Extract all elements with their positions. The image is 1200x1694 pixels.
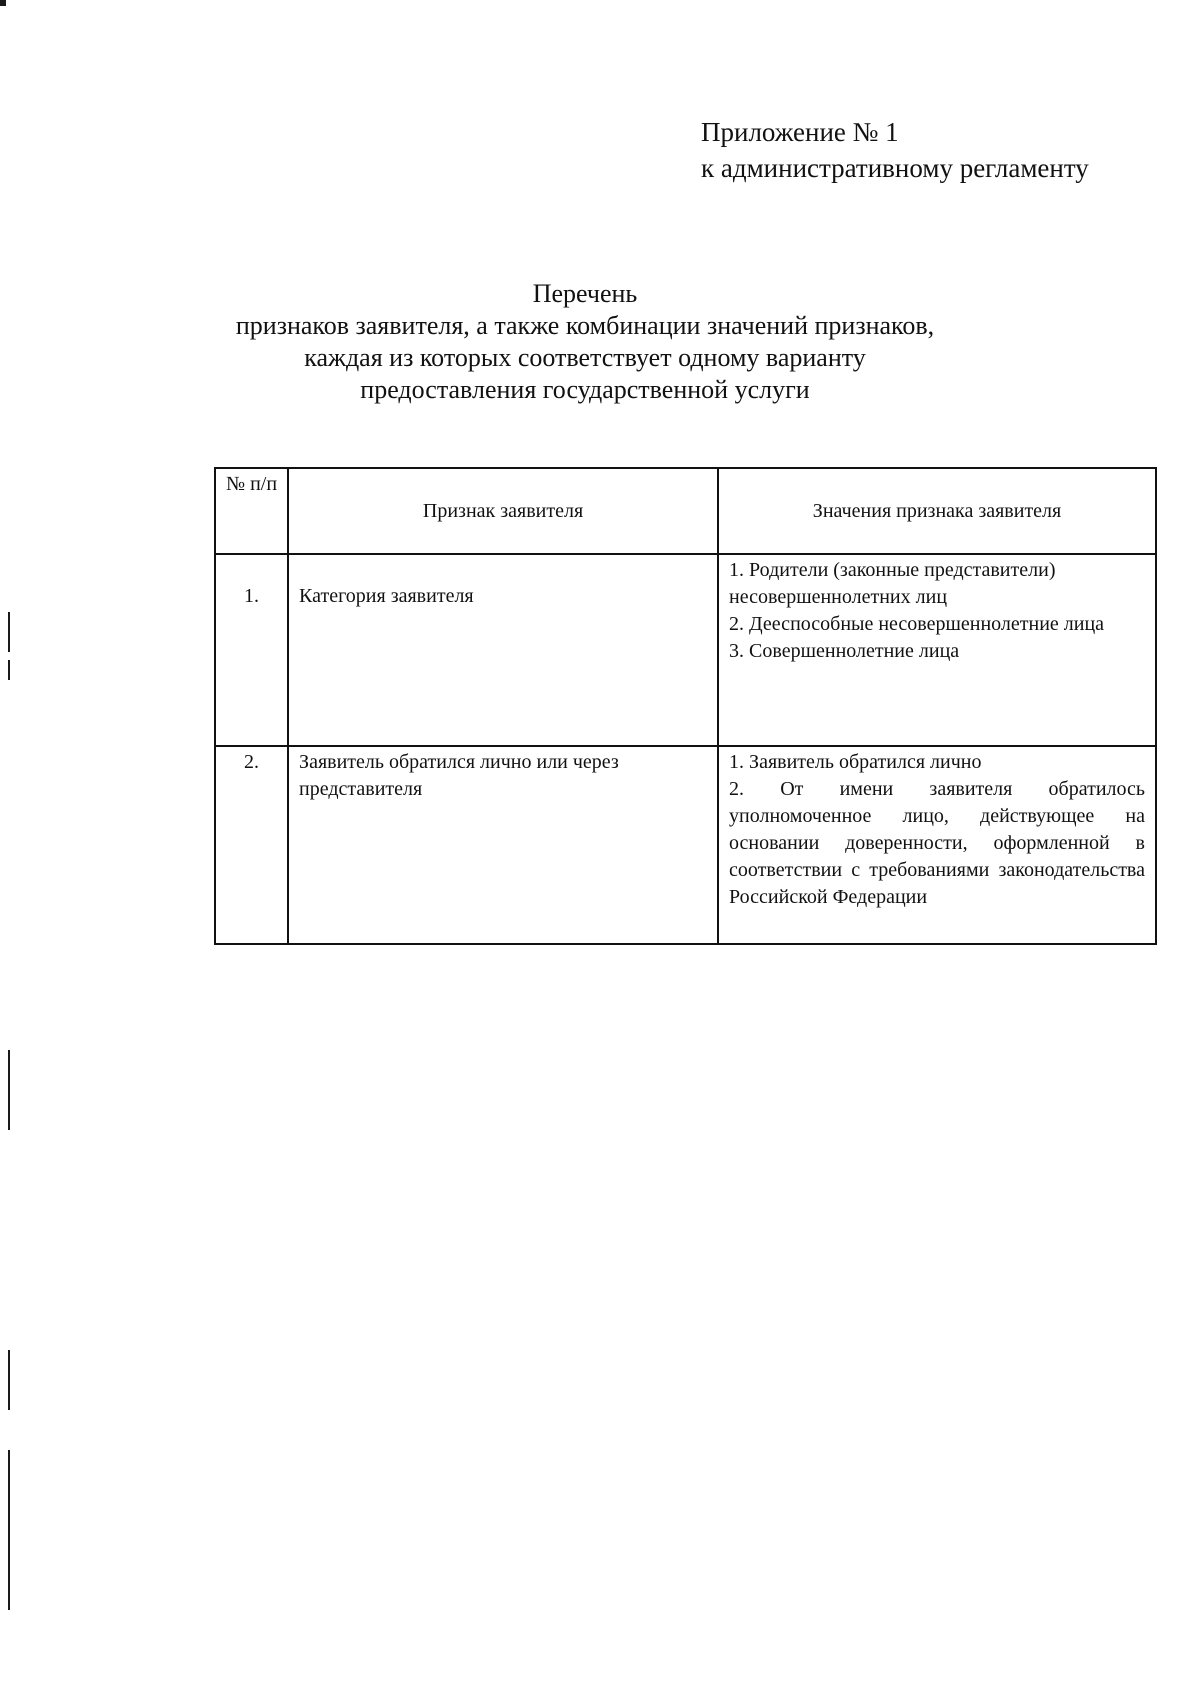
header-values: Значения признака заявителя xyxy=(718,468,1156,554)
scan-artifact xyxy=(8,660,10,680)
title-line: признаков заявителя, а также комбинации значений признаков, xyxy=(235,311,935,340)
row-sign: Категория заявителя xyxy=(288,554,718,746)
scan-artifact xyxy=(0,0,6,6)
table-header-row xyxy=(215,468,1156,554)
row-number: 2. xyxy=(215,746,288,944)
row-values xyxy=(718,746,1156,944)
value-item: 2. От имени заявителя обратилось уполномоченное лицо, действующее на основании доверенности, оформленной в соответствии с требованиями законодательства Российской Федерации xyxy=(729,778,1145,908)
value-item: 3. Совершеннолетние лица xyxy=(729,640,960,662)
row-values xyxy=(718,554,1156,746)
document-title xyxy=(200,278,970,406)
row-number: 1. xyxy=(215,554,288,746)
title-line: каждая из которых соответствует одному варианту xyxy=(304,343,866,372)
title-line: Перечень xyxy=(532,279,638,308)
title-line: предоставления государственной услуги xyxy=(360,375,810,404)
value-item: 2. Дееспособные несовершеннолетние лица xyxy=(729,613,1105,635)
scan-artifact xyxy=(8,612,10,652)
header-sign: Признак заявителя xyxy=(288,468,718,554)
scan-artifact xyxy=(8,1050,10,1130)
appendix-number: Приложение № 1 xyxy=(701,117,899,147)
scan-artifact xyxy=(8,1350,10,1410)
value-item: 1. Заявитель обратился лично xyxy=(729,751,982,773)
value-item: 1. Родители (законные представители) несовершеннолетних лиц xyxy=(729,559,1056,608)
row-sign: Заявитель обратился лично или через представителя xyxy=(288,746,718,944)
scan-artifact xyxy=(8,1450,10,1610)
table-row xyxy=(215,746,1156,944)
applicant-criteria-table xyxy=(214,467,1157,945)
table-row xyxy=(215,554,1156,746)
appendix-header xyxy=(701,114,1089,186)
header-number: № п/п xyxy=(215,468,288,554)
appendix-reference: к административному регламенту xyxy=(701,153,1089,183)
